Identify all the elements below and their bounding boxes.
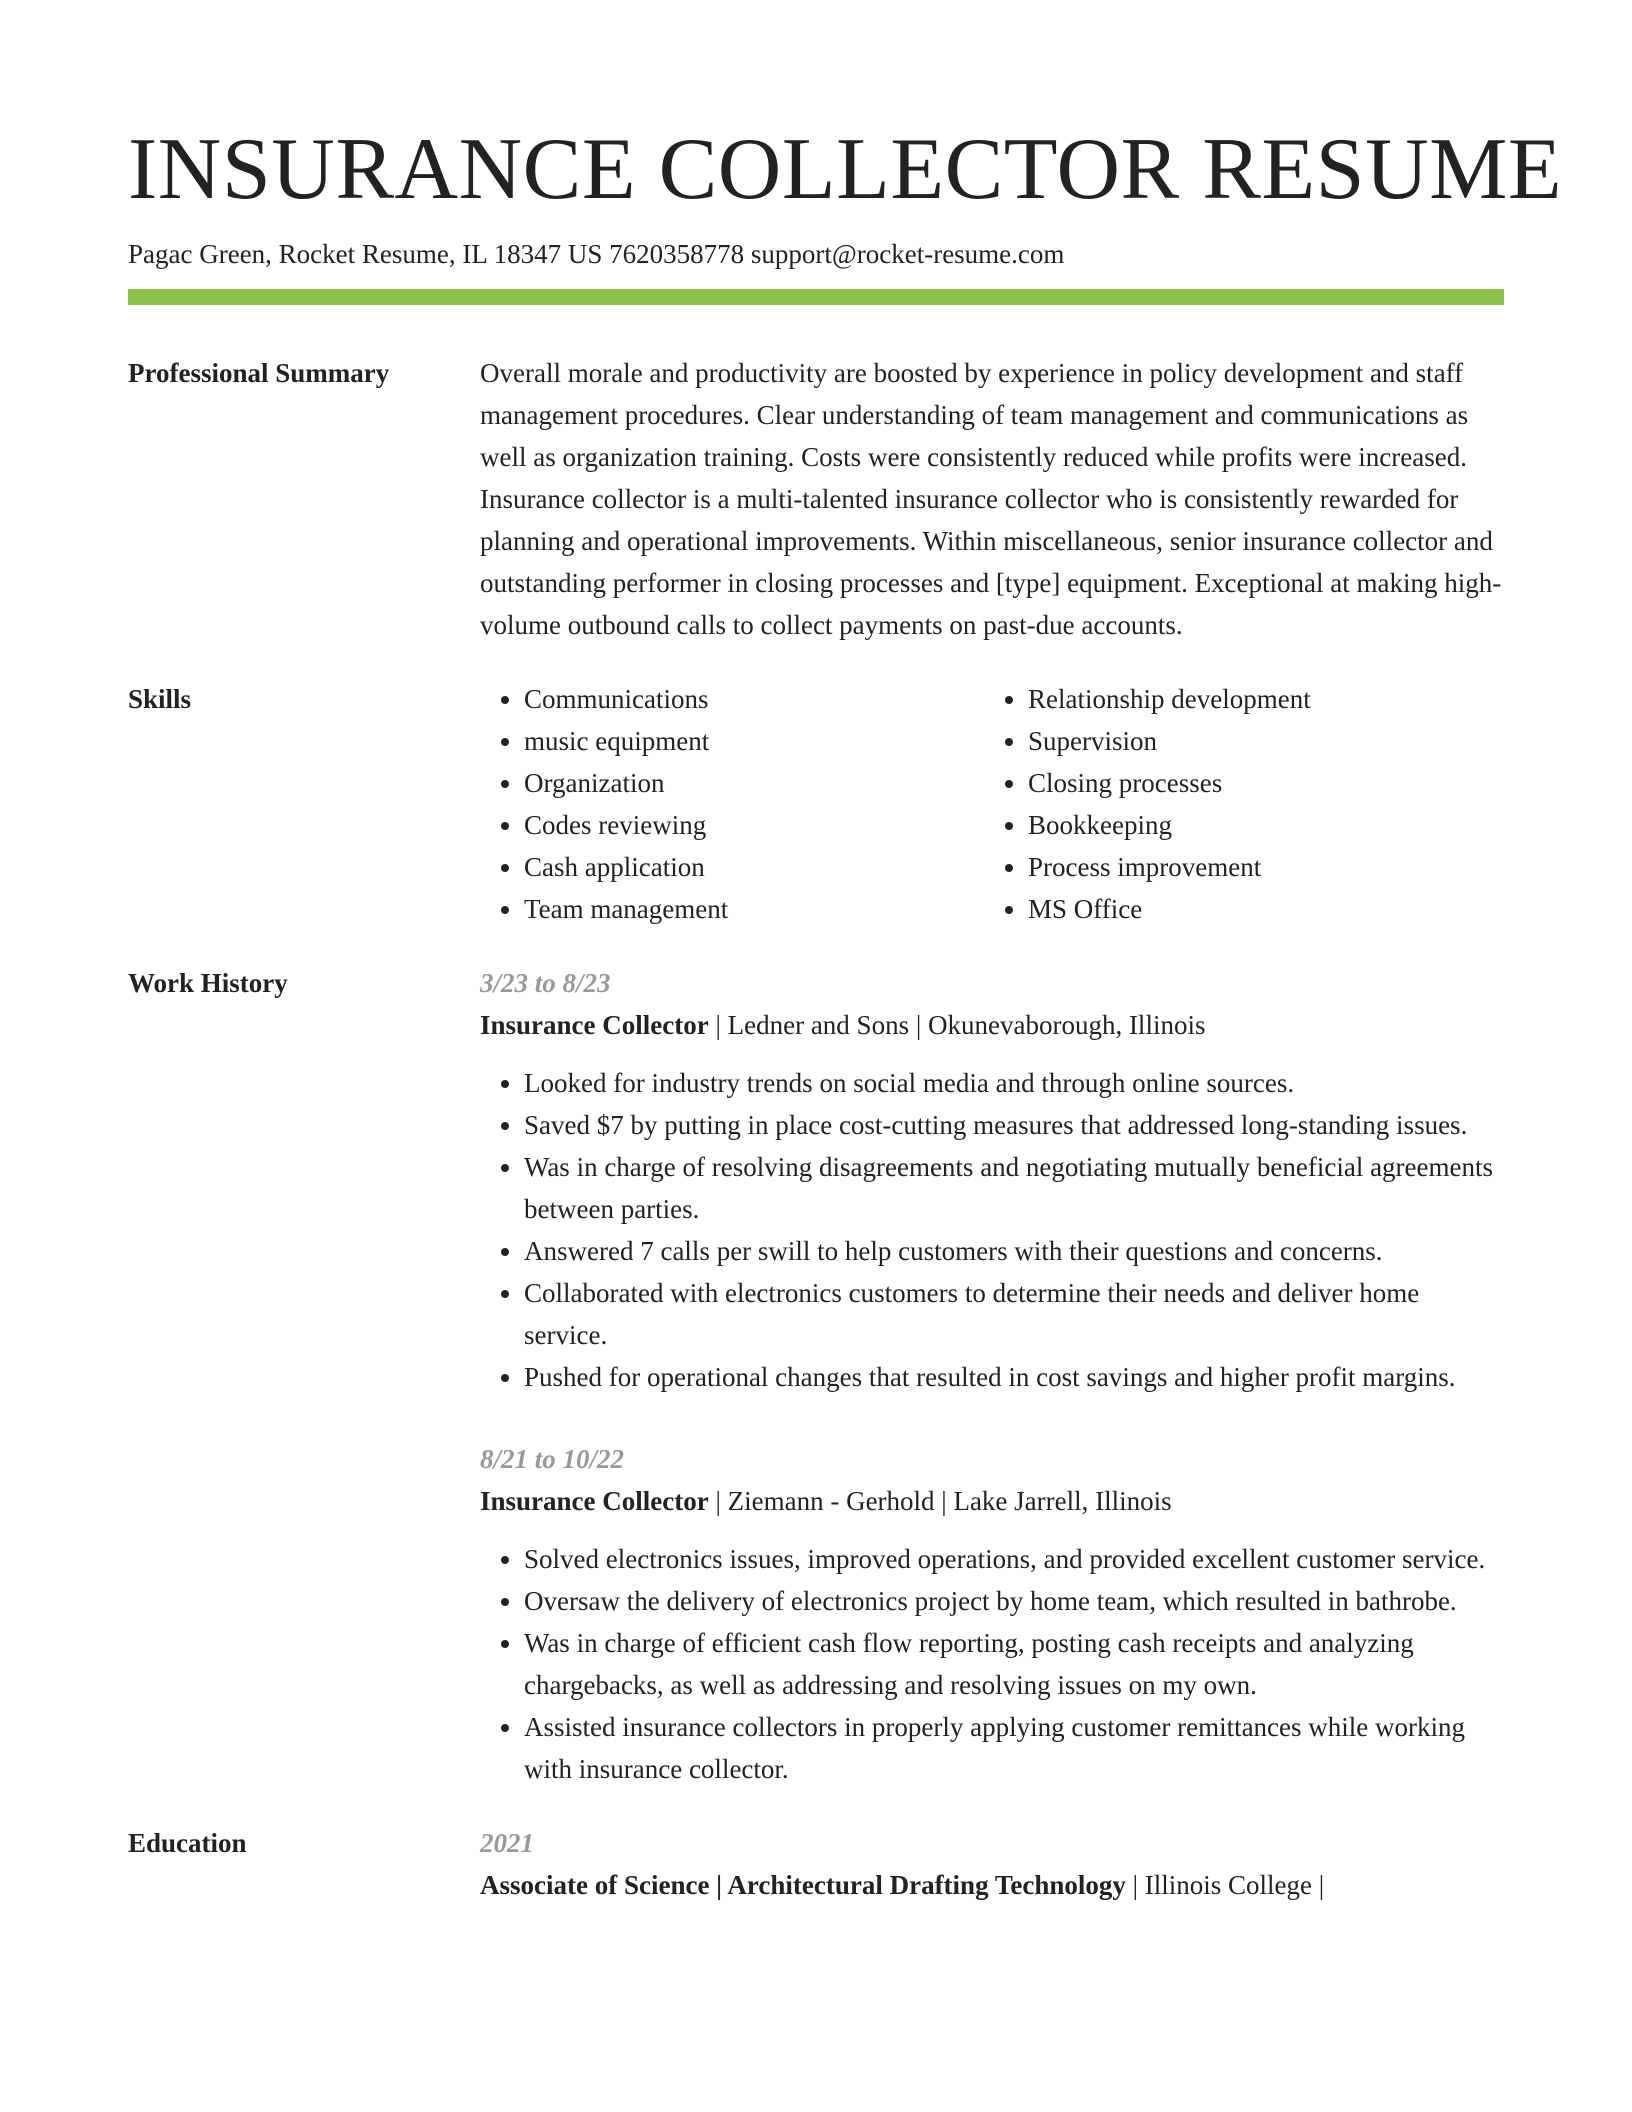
resume-title: INSURANCE COLLECTOR RESUME: [128, 121, 1563, 218]
job-entry: [480, 962, 1504, 1398]
job-bullet: • Answered 7 calls per swill to help customers with their questions and concerns.: [524, 1230, 1504, 1272]
job-heading: [480, 1004, 1504, 1046]
skill-item: • MS Office: [1028, 888, 1488, 930]
job-bullet: • Solved electronics issues, improved operations, and provided excellent customer service.: [524, 1538, 1504, 1580]
skill-item: • Closing processes: [1028, 762, 1488, 804]
education-body: [480, 1822, 1504, 1906]
education-school: | Illinois College |: [1125, 1870, 1325, 1900]
job-bullet: • Was in charge of efficient cash flow reporting, posting cash receipts and analyzing chargebacks, as well as addressing and resolving issues on my own.: [524, 1622, 1504, 1706]
job-bullet: • Looked for industry trends on social media and through online sources.: [524, 1062, 1504, 1104]
work-history-body: [480, 962, 1504, 1790]
job-details: | Ledner and Sons | Okunevaborough, Illinois: [708, 1010, 1206, 1040]
job-entry: [480, 1438, 1504, 1790]
section-label-work: Work History: [128, 968, 288, 998]
education-heading: [480, 1864, 1504, 1906]
skills-section: [128, 678, 1504, 930]
skills-column-right: [984, 678, 1488, 930]
skill-item: • Team management: [524, 888, 984, 930]
skills-grid: [480, 678, 1504, 930]
education-degree: Associate of Science | Architectural Drafting Technology: [480, 1870, 1126, 1900]
job-bullet: • Saved $7 by putting in place cost-cutting measures that addressed long-standing issues.: [524, 1104, 1504, 1146]
skill-item: • Process improvement: [1028, 846, 1488, 888]
skill-item: • Communications: [524, 678, 984, 720]
job-bullet: • Was in charge of resolving disagreements and negotiating mutually beneficial agreements between parties.: [524, 1146, 1504, 1230]
skill-item: • Relationship development: [1028, 678, 1488, 720]
work-history-section: [128, 962, 1504, 1790]
skills-body: [480, 678, 1504, 930]
skills-column-left: [480, 678, 984, 930]
professional-summary-section: [128, 352, 1504, 646]
education-year: 2021: [480, 1828, 534, 1858]
job-heading: [480, 1480, 1504, 1522]
accent-divider: [128, 289, 1504, 305]
section-label-skills: Skills: [128, 684, 192, 714]
section-label-education: Education: [128, 1828, 247, 1858]
job-dates: 3/23 to 8/23: [480, 968, 611, 998]
job-bullet: • Pushed for operational changes that resulted in cost savings and higher profit margins.: [524, 1356, 1504, 1398]
job-bullet: • Assisted insurance collectors in properly applying customer remittances while working with insurance collector.: [524, 1706, 1504, 1790]
job-title: Insurance Collector: [480, 1010, 709, 1040]
job-bullet: • Collaborated with electronics customers to determine their needs and deliver home service.: [524, 1272, 1504, 1356]
job-bullets: [480, 1062, 1504, 1398]
resume-page: [128, 118, 1563, 1906]
job-bullet: • Oversaw the delivery of electronics project by home team, which resulted in bathrobe.: [524, 1580, 1504, 1622]
skill-item: • Supervision: [1028, 720, 1488, 762]
skill-item: • Cash application: [524, 846, 984, 888]
skill-item: • Codes reviewing: [524, 804, 984, 846]
section-label-summary: Professional Summary: [128, 358, 390, 388]
skill-item: • music equipment: [524, 720, 984, 762]
summary-text: Overall morale and productivity are boosted by experience in policy development and staff management procedures. Clear understanding of team management and communications as well as organization training. Costs were consistently reduced while profits were increased. Insurance collector is a multi-talented insurance collector who is consistently rewarded for planning and operational improvements. Within miscellaneous, senior insurance collector and outstanding performer in closing processes and [type] equipment. Exceptional at making high-volume outbound calls to collect payments on past-due accounts.: [480, 358, 1502, 640]
education-section: [128, 1822, 1504, 1906]
skill-item: • Bookkeeping: [1028, 804, 1488, 846]
job-dates: 8/21 to 10/22: [480, 1444, 625, 1474]
skill-item: • Organization: [524, 762, 984, 804]
job-bullets: [480, 1538, 1504, 1790]
job-title: Insurance Collector: [480, 1486, 709, 1516]
contact-info: Pagac Green, Rocket Resume, IL 18347 US 7620358778 support@rocket-resume.com: [128, 239, 1065, 269]
job-details: | Ziemann - Gerhold | Lake Jarrell, Illinois: [708, 1486, 1172, 1516]
